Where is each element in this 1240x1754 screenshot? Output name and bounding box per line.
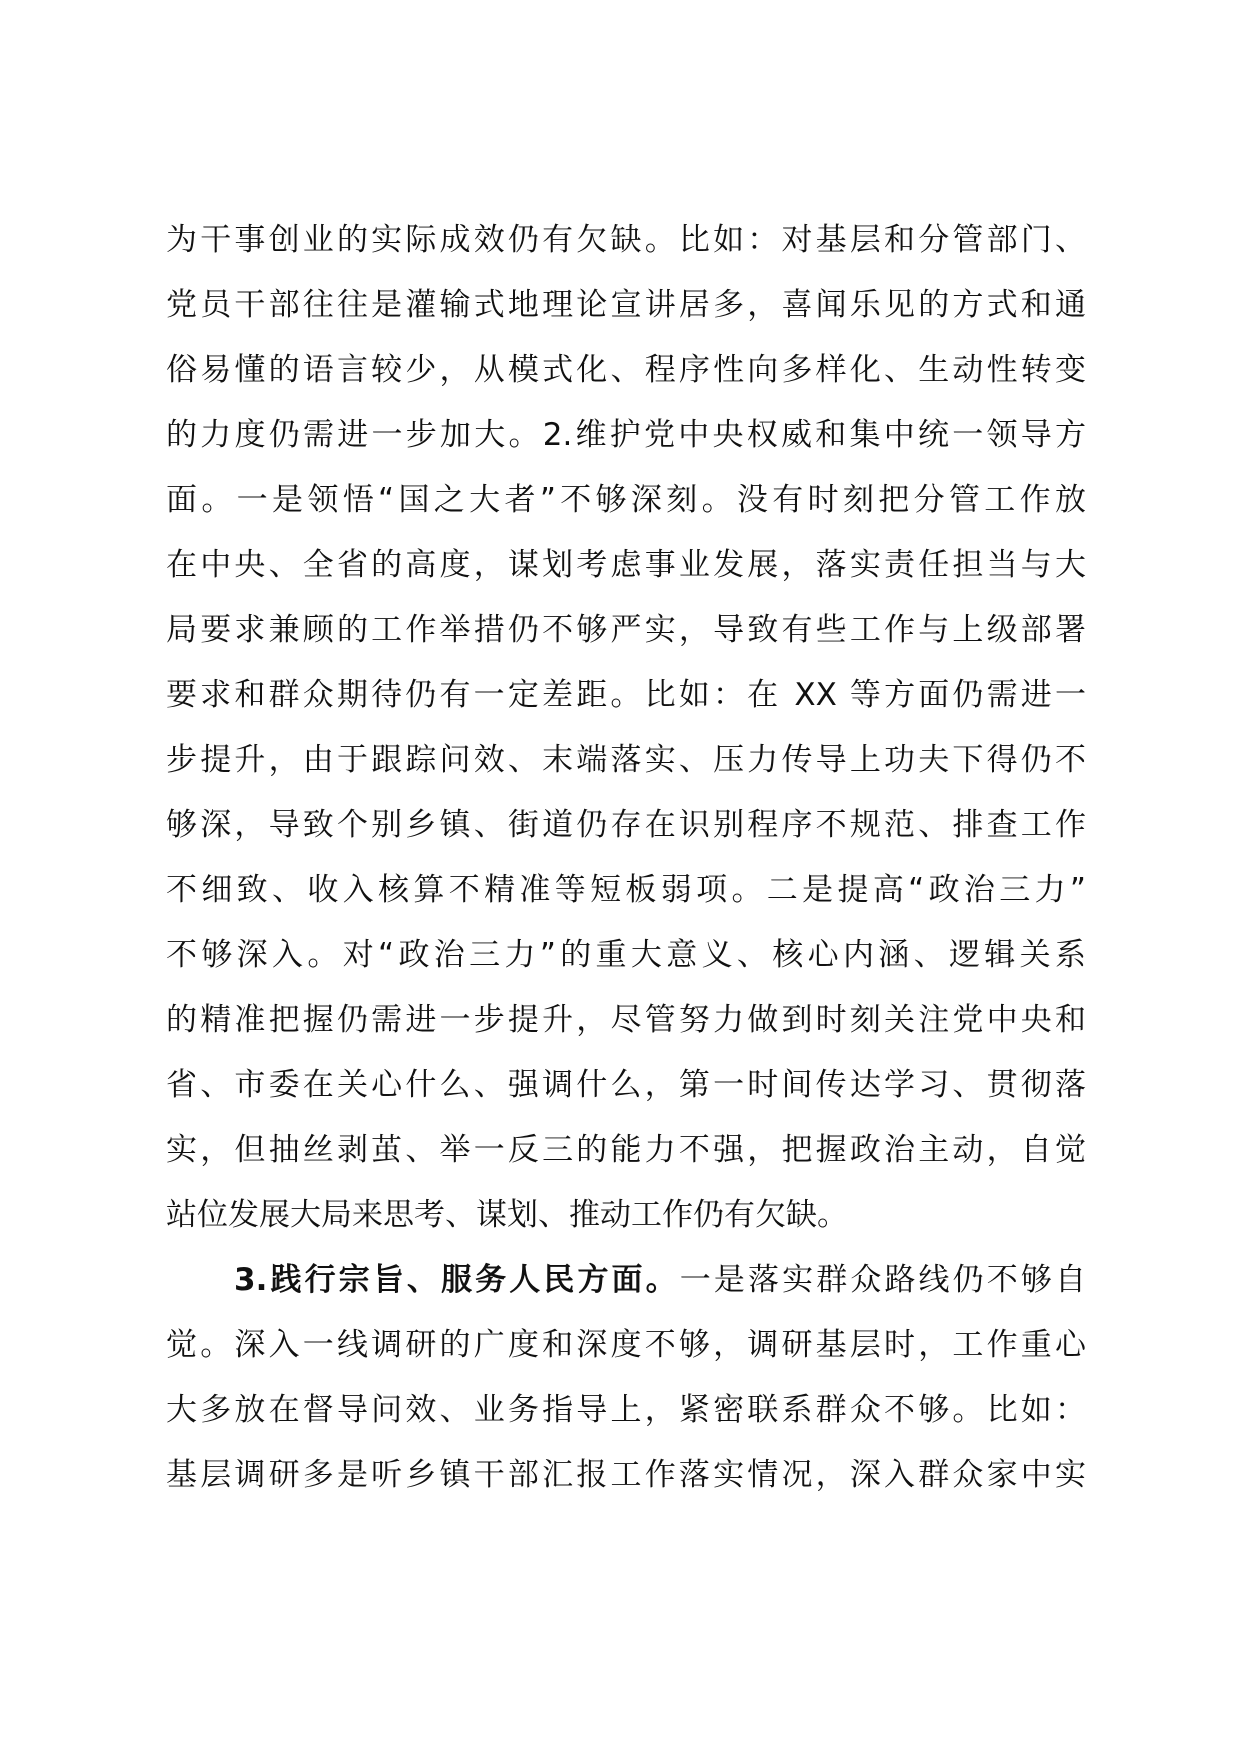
text-line: 站位发展大局来思考、谋划、推动工作仍有欠缺。 xyxy=(166,1197,848,1233)
text-line: 局要求兼顾的工作举措仍不够严实，导致有些工作与上级部署 xyxy=(166,612,1086,648)
text-line: 在中央、全省的高度，谋划考虑事业发展，落实责任担当与大 xyxy=(166,547,1086,583)
section-heading: 3.践行宗旨、服务人民方面。 xyxy=(234,1262,680,1298)
text-line: 大多放在督导问效、业务指导上，紧密联系群众不够。比如： xyxy=(166,1392,1086,1428)
text-line: 步提升，由于跟踪问效、末端落实、压力传导上功夫下得仍不 xyxy=(166,742,1086,778)
text-line: 的力度仍需进一步加大。2.维护党中央权威和集中统一领导方 xyxy=(166,417,1086,453)
text-line: 实，但抽丝剥茧、举一反三的能力不强，把握政治主动，自觉 xyxy=(166,1132,1086,1168)
text-line: 不细致、收入核算不精准等短板弱项。二是提高“政治三力” xyxy=(166,872,1086,908)
section-heading-continuation: 一是落实群众路线仍不够自 xyxy=(679,1262,1086,1298)
text-line: 要求和群众期待仍有一定差距。比如：在 XX 等方面仍需进一 xyxy=(166,677,1086,713)
text-line: 够深，导致个别乡镇、街道仍存在识别程序不规范、排查工作 xyxy=(166,807,1086,843)
text-line: 觉。深入一线调研的广度和深度不够，调研基层时，工作重心 xyxy=(166,1327,1086,1363)
text-line: 基层调研多是听乡镇干部汇报工作落实情况，深入群众家中实 xyxy=(166,1457,1086,1493)
text-line: 党员干部往往是灌输式地理论宣讲居多，喜闻乐见的方式和通 xyxy=(166,287,1086,323)
text-line: 为干事创业的实际成效仍有欠缺。比如：对基层和分管部门、 xyxy=(166,222,1086,258)
text-line: 俗易懂的语言较少，从模式化、程序性向多样化、生动性转变 xyxy=(166,352,1086,388)
body-text xyxy=(166,208,1086,1508)
text-line: 不够深入。对“政治三力”的重大意义、核心内涵、逻辑关系 xyxy=(166,937,1086,973)
text-line: 省、市委在关心什么、强调什么，第一时间传达学习、贯彻落 xyxy=(166,1067,1086,1103)
text-line: 的精准把握仍需进一步提升，尽管努力做到时刻关注党中央和 xyxy=(166,1002,1086,1038)
section-heading-line xyxy=(166,1248,1086,1313)
text-line: 面。一是领悟“国之大者”不够深刻。没有时刻把分管工作放 xyxy=(166,482,1086,518)
